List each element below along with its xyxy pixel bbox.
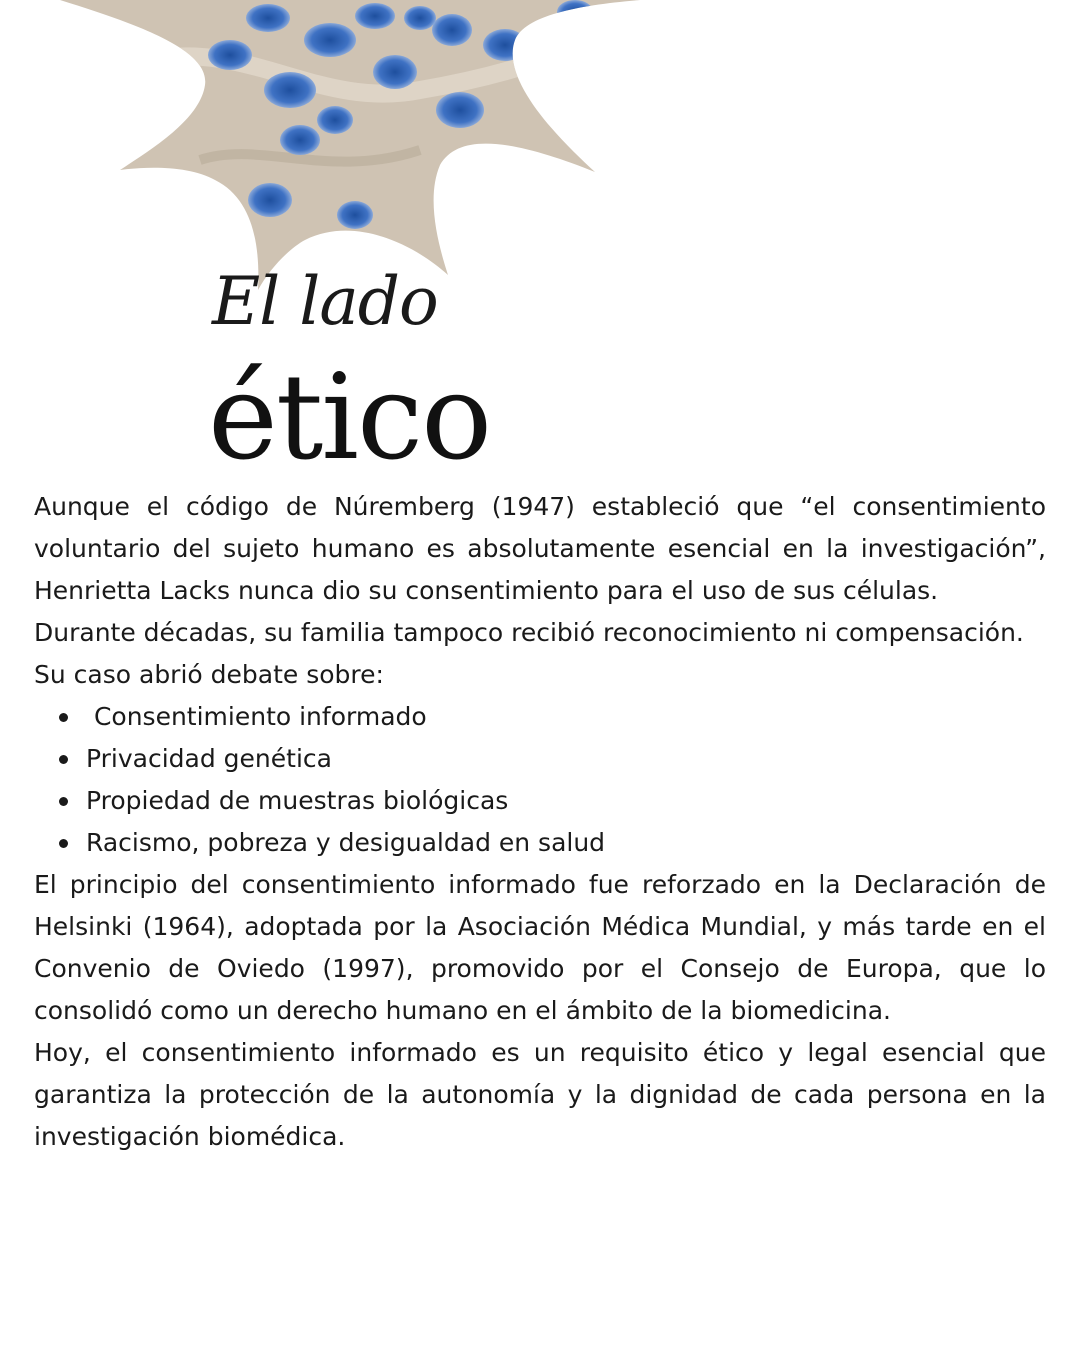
list-item-label: Propiedad de muestras biológicas bbox=[86, 786, 509, 815]
list-item bbox=[86, 822, 1046, 864]
bullet-icon bbox=[59, 839, 68, 848]
paragraph-family: Durante décadas, su familia tampoco recibió reconocimiento ni compensación. bbox=[34, 618, 1024, 647]
debate-list bbox=[34, 696, 1046, 864]
title-script: El lado bbox=[212, 263, 438, 340]
paragraph-today: Hoy, el consentimiento informado es un requisito ético y legal esencial que garantiza la protección de la autonomía y la dignidad de cada persona en la investigación biomédica. bbox=[34, 1038, 1046, 1151]
list-item bbox=[86, 780, 1046, 822]
page-title: ético bbox=[208, 348, 491, 486]
bullet-icon bbox=[59, 755, 68, 764]
bullet-icon bbox=[59, 797, 68, 806]
paragraph-nuremberg: Aunque el código de Núremberg (1947) estableció que “el consentimiento voluntario del sujeto humano es absolutamente esencial en la investigación”, Henrietta Lacks nunca dio su consentimiento para el uso de sus células. bbox=[34, 492, 1046, 605]
list-item bbox=[86, 696, 1046, 738]
microscope-cells-image bbox=[0, 0, 1080, 300]
bullet-icon bbox=[59, 713, 68, 722]
paragraph-helsinki-oviedo: El principio del consentimiento informado fue reforzado en la Declaración de Helsinki (1964), adoptada por la Asociación Médica Mundial, y más tarde en el Convenio de Oviedo (1997), promovido por el Consejo de Europa, que lo consolidó como un derecho humano en el ámbito de la biomedicina. bbox=[34, 870, 1046, 1025]
list-item bbox=[86, 738, 1046, 780]
paragraph-debate-intro: Su caso abrió debate sobre: bbox=[34, 660, 384, 689]
list-item-label: Racismo, pobreza y desigualdad en salud bbox=[86, 828, 606, 857]
list-item-label: Consentimiento informado bbox=[86, 702, 427, 731]
article-body bbox=[34, 486, 1046, 1158]
list-item-label: Privacidad genética bbox=[86, 744, 332, 773]
